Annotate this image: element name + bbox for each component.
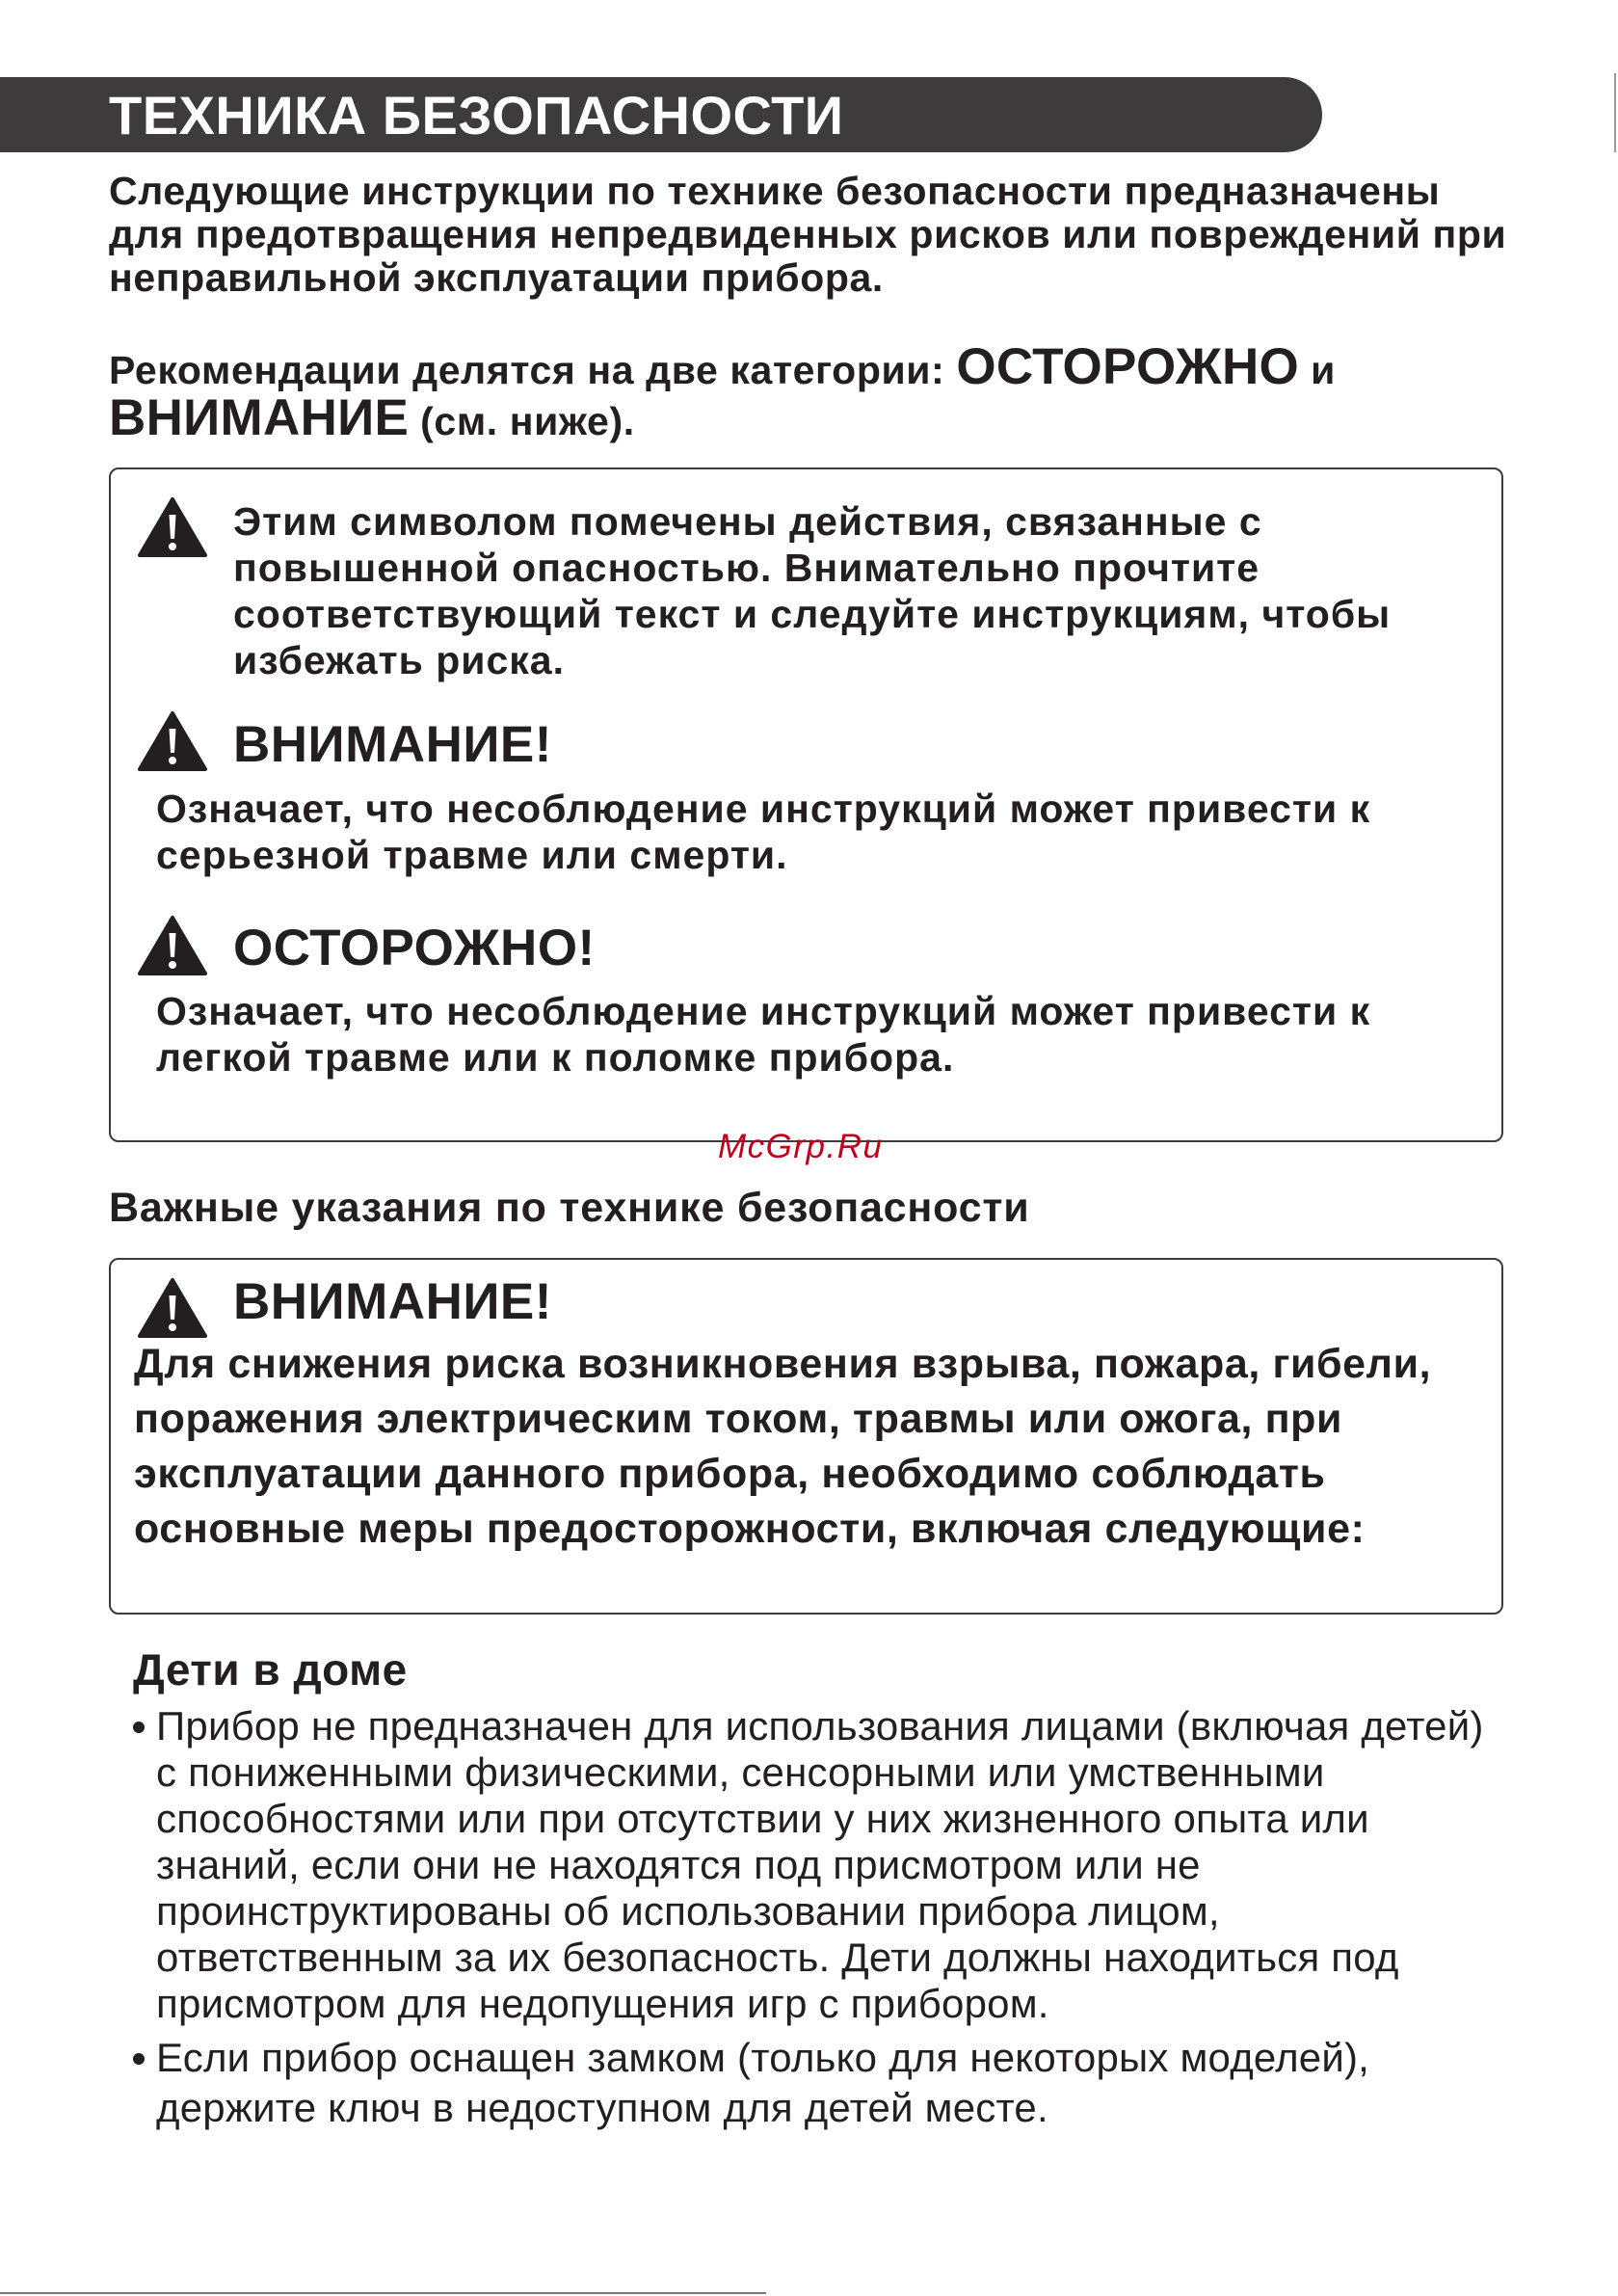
warning-triangle-icon (137, 496, 208, 558)
categories-conjunction: и (1299, 348, 1336, 392)
important-warning-text: Для снижения риска возникновения взрыва, пожара, гибели, поражения электрическим током, травмы или ожога, при эксплуатации данного прибора, необходимо соблюдать основные меры предосторожности, включая следующие: (134, 1341, 1432, 1552)
children-bullet-list (133, 1703, 1501, 2133)
warning-description: Означает, что несоблюдение инструкций может привести к серьезной травме или смерти. (156, 787, 1371, 877)
categories-prefix: Рекомендации делятся на две категории: (109, 348, 957, 392)
category-warning: ВНИМАНИЕ (109, 389, 410, 446)
important-section-title: Важные указания по технике безопасности (109, 1185, 1030, 1231)
important-warning-box (109, 1258, 1503, 1615)
bullet-icon (133, 2053, 145, 2065)
symbol-legend-box (109, 467, 1503, 1142)
bullet-icon (133, 1722, 145, 1733)
caution-description: Означает, что несоблюдение инструкций может привести к легкой травме или к поломке прибора. (156, 989, 1371, 1080)
categories-suffix: (см. ниже). (409, 399, 635, 443)
warning-triangle-icon (137, 1277, 208, 1339)
category-caution: ОСТОРОЖНО (956, 338, 1300, 395)
list-item (133, 2033, 1501, 2133)
list-item-text: Прибор не предназначен для использования лицами (включая детей) с пониженными физическими, сенсорными или умственными способностями или при отсутствии у них жизненного опыта или знаний, если они не находятся под присмотром или не проинструктированы об использовании прибора лицом, ответственным за их безопасность. Дети должны находиться под присмотром для недопущения игр с прибором. (156, 1703, 1484, 2026)
children-section-title: Дети в доме (133, 1644, 408, 1695)
warning-triangle-icon (137, 915, 208, 976)
page-title: ТЕХНИКА БЕЗОПАСНОСТИ (109, 85, 844, 146)
watermark: McGrp.Ru (718, 1128, 884, 1165)
footer-divider (0, 2292, 766, 2294)
list-item (133, 1703, 1501, 2027)
warning-triangle-icon (137, 710, 208, 772)
symbol-description: Этим символом помечены действия, связанные с повышенной опасностью. Внимательно прочтите соответствующий текст и следуйте инструкциям, чтобы избежать риска. (233, 499, 1392, 682)
intro-paragraph: Следующие инструкции по технике безопасности предназначены для предотвращения непредвиденных рисков или повреждений при неправильной эксплуатации прибора. (109, 169, 1507, 300)
edge-divider (1614, 73, 1616, 152)
list-item-text: Если прибор оснащен замком (только для некоторых моделей), держите ключ в недоступном для детей месте. (156, 2035, 1370, 2130)
caution-heading: ОСТОРОЖНО! (233, 920, 596, 976)
categories-paragraph (109, 338, 1554, 446)
warning-heading: ВНИМАНИЕ! (233, 716, 552, 773)
important-warning-heading: ВНИМАНИЕ! (233, 1273, 552, 1330)
section-header-bar (0, 77, 1322, 152)
